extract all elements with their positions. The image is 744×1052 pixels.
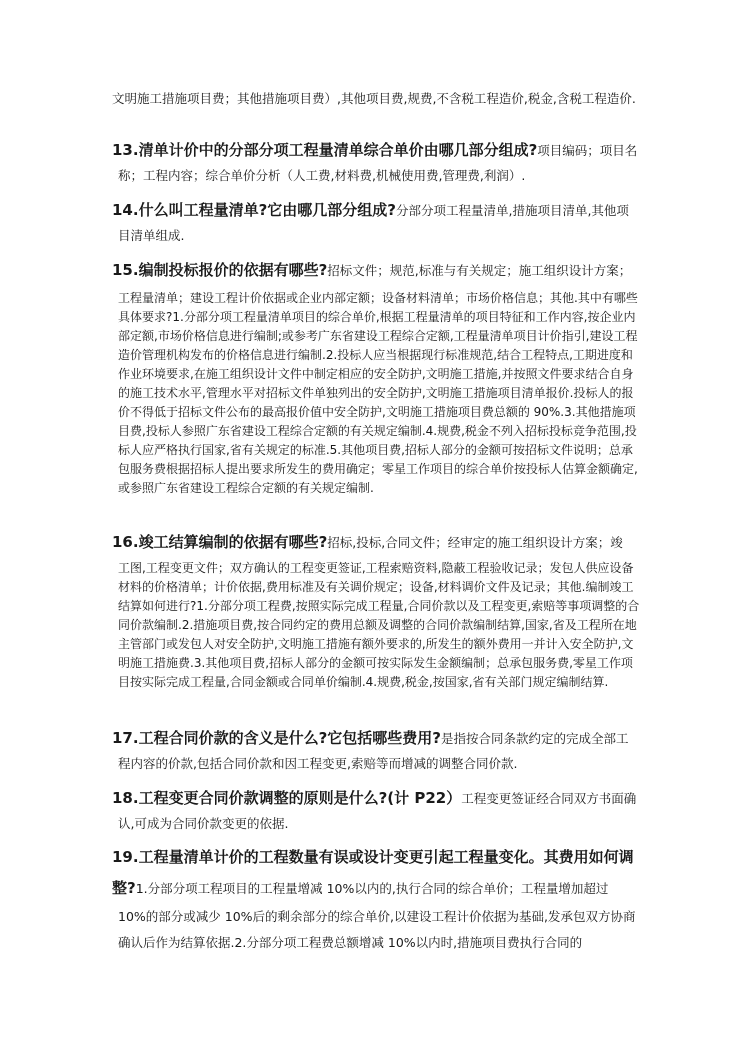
question-19 bbox=[112, 842, 642, 956]
question-16 bbox=[112, 528, 642, 692]
q18-answer: 认,可成为合同价款变更的依据. bbox=[118, 816, 289, 831]
q17-lead: 是指按合同条款约定的完成全部工 bbox=[440, 731, 629, 746]
q19-heading-line1: 19.工程量清单计价的工程数量有误或设计变更引起工程量变化。其费用如何调 bbox=[112, 848, 634, 866]
q13-answer: 称；工程内容；综合单价分析（人工费,材料费,机械使用费,管理费,利润）. bbox=[118, 168, 526, 183]
q16-lead: 招标,投标,合同文件；经审定的施工组织设计方案；竣 bbox=[327, 535, 623, 550]
q15-heading: 15.编制投标报价的依据有哪些? bbox=[112, 261, 328, 279]
question-15 bbox=[112, 256, 642, 498]
q14-heading: 14.什么叫工程量清单?它由哪几部分组成? bbox=[112, 201, 396, 219]
q13-lead: 项目编码；项目名 bbox=[537, 143, 638, 158]
question-18 bbox=[112, 784, 642, 835]
q16-heading: 16.竣工结算编制的依据有哪些? bbox=[112, 533, 328, 551]
q19-heading-line2: 整? bbox=[112, 879, 136, 897]
q15-answer: 工程量清单；建设工程计价依据或企业内部定额；设备材料清单；市场价格信息；其他.其中有哪些具体要求?1.分部分项工程量清单项目的综合单价,根据工程量清单的项目特征和工作内容,按企业内部定额,市场价格信息进行编制;或参考广东省建设工程综合定额,工程量清单项目计价指引,建设工程造价管理机构发布的价格信息进行编制.2.投标人应当根据现行标准规范,结合工程特点,工期进度和作业环境要求,在施工组织设计文件中制定相应的安全防护,文明施工措施,并按照文件要求结合自身的施工技术水平,管理水平对招标文件单独列出的安全防护,文明施工措施项目清单报价.投标人的报价不得低于招标文件公布的最高报价值中安全防护,文明施工措施项目费总额的 90%.3.其他措施项目费,投标人参照广东省建设工程综合定额的有关规定编制.4.规费,税金不列入招标投标竞争范围,投标人应严格执行国家,省有关规定的标准.5.其他项目费,招标人部分的金额可按招标文件说明；总承包服务费根据招标人提出要求所发生的费用确定；零星工作项目的综合单价按投标人估算金额确定,或参照广东省建设工程综合定额的有关规定编制. bbox=[118, 291, 638, 495]
question-14 bbox=[112, 196, 642, 247]
q17-heading: 17.工程合同价款的含义是什么?它包括哪些费用? bbox=[112, 729, 441, 747]
q17-answer: 程内容的价款,包括合同价款和因工程变更,索赔等而增减的调整合同价款. bbox=[118, 756, 518, 771]
q14-lead: 分部分项工程量清单,措施项目清单,其他项 bbox=[395, 203, 629, 218]
q13-heading: 13.清单计价中的分部分项工程量清单综合单价由哪几部分组成? bbox=[112, 141, 538, 159]
question-13 bbox=[112, 136, 642, 187]
q19-answer: 10%的部分或减少 10%后的剩余部分的综合单价,以建设工程计价依据为基础,发承包双方协商确认后作为结算依据.2.分部分项工程费总额增减 10%以内时,措施项目费执行合同的 bbox=[118, 909, 636, 950]
q14-answer: 目清单组成. bbox=[118, 228, 185, 243]
intro-text: 文明施工措施项目费；其他措施项目费）,其他项目费,规费,不含税工程造价,税金,含税工程造价. bbox=[112, 91, 636, 106]
intro-paragraph bbox=[112, 88, 642, 110]
question-17 bbox=[112, 724, 642, 775]
q18-heading: 18.工程变更合同价款调整的原则是什么?(计 P22） bbox=[112, 789, 462, 807]
q18-lead: 工程变更签证经合同双方书面确 bbox=[461, 791, 637, 806]
q15-lead: 招标文件；规范,标准与有关规定；施工组织设计方案； bbox=[327, 263, 632, 278]
q19-lead: 1.分部分项工程项目的工程量增减 10%以内的,执行合同的综合单价；工程量增加超过 bbox=[135, 881, 609, 896]
q16-answer: 工图,工程变更文件；双方确认的工程变更签证,工程索赔资料,隐蔽工程验收记录；发包人供应设备材料的价格清单；计价依据,费用标准及有关调价规定；设备,材料调价文件及记录；其他.编制竣工结算如何进行?1.分部分项工程费,按照实际完成工程量,合同价款以及工程变更,索赔等事项调整的合同价款编制.2.措施项目费,按合同约定的费用总额及调整的合同价款编制结算,国家,省及工程所在地主管部门或发包人对安全防护,文明施工措施有额外要求的,所发生的额外费用一并计入安全防护,文明施工措施费.3.其他项目费,招标人部分的金额可按实际发生金额编制；总承包服务费,零星工作项目按实际完成工程量,合同金额或合同单价编制.4.规费,税金,按国家,省有关部门规定编制结算. bbox=[118, 561, 640, 689]
